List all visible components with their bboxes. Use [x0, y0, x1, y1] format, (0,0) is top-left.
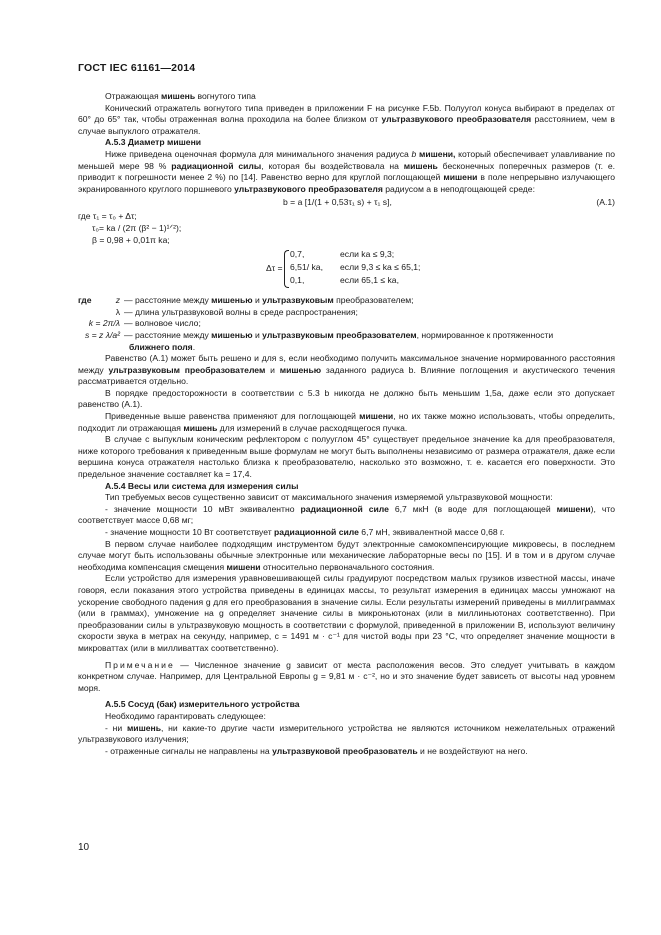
legend-row: λ — длина ультразвуковой волны в среде распространения;: [115, 306, 358, 317]
paragraph: Конический отражатель вогнутого типа приведен в приложении F на рисунке F.5b. Полуугол конуса выбирают в пределах от 60° до 65° так, чтобы отраженная волна проходила на более близком от ультразвукового преобразователя расстоянием, чем в случае выпуклого отражателя.: [78, 102, 615, 136]
bullet-item: - значение мощности 10 Вт соответствует радиационной силе 6,7 мН, эквивалентной массе 0,68 г.: [105, 527, 505, 537]
paragraph: Отражающая мишень вогнутого типа: [105, 91, 256, 101]
piecewise-lhs: Δτ =: [266, 263, 283, 274]
formula-number: (A.1): [596, 197, 615, 208]
bullet-item: - ни мишень, ни какие-то другие части измерительного устройства не являются источником нежелательных отражений ультразвукового излучения;: [78, 722, 615, 745]
paragraph: Если устройство для измерения уравновешивающей силы градуируют посредством малых грузиков известной массы, иначе говоря, если показания этого устройства приведены в единицах массы, то результат измерения в единицах массы умножают на ускорение свободного падения g для его преобразования в значение силы. Если результаты измерений приведены в миллиграммах (или в граммах), умножение на g определяет значение силы в микроньютонах (или в миллиньютонах соответственно). При преобразовании силы в ультразвуковую мощность в соответствии с формулой, приведенной в приложении В, используют величину скорости звука в метрах на секунду, например, c = 1491 м · с⁻¹ для чистой воды при 23 °С, что определяет значение мощности в микроваттах (или в милливаттах соответственно).: [78, 573, 615, 653]
formula-a1: [78, 195, 615, 211]
definition-line: где τ₁ = τ₀ + Δτ;: [78, 211, 137, 222]
brace-icon: [284, 250, 289, 288]
note: Примечание — Численное значение g зависит от места расположения весов. Это следует учитывать в каждом конкретном случае. Например, для Центральной Европы g = 9,81 м · с⁻², но и это значение будет зависеть от высоты над уровнем моря.: [78, 659, 615, 693]
page-number: 10: [78, 842, 90, 853]
legend-row: k = 2π/λ — волновое число;: [88, 318, 201, 329]
paragraph: В первом случае наиболее подходящим инструментом будут электронные самокомпенсирующие микровесы, в последнем случае могут быть использованы обычные электронные или механические лабораторные весы по [15]. И в том и в другом случае необходима компенсация смещения мишени относительно первоначального состояния.: [78, 538, 615, 572]
legend-row: s = z λ/a² — расстояние между мишенью и ультразвуковым преобразователем, нормированное к протяженности: [84, 329, 554, 340]
paragraph: Необходимо гарантировать следующее:: [105, 710, 266, 721]
formula-definitions: [78, 211, 615, 246]
symbol-legend: [78, 295, 615, 353]
paragraph: Приведенные выше равенства применяют для поглощающей мишени, но их также можно использовать, чтобы определить, подходит ли отражающая мишень для измерений в случае расходящегося пучка.: [78, 411, 615, 433]
piecewise-definition: [78, 249, 615, 289]
section-heading-a55: A.5.5 Сосуд (бак) измерительного устройства: [105, 699, 300, 710]
piecewise-row: 0,1, если 65,1 ≤ ka,: [290, 275, 399, 286]
paragraph: В порядке предосторожности в соответствии с 5.3 b никогда не должно быть меньшим 1,5a, даже если это допускает равенство (А.1).: [78, 387, 615, 410]
paragraph: В случае с выпуклым коническим рефлектором с полууглом 45° существует предельное значение ka для преобразователя, ниже которого требования к приведенным выше формулам не могут быть выполнены независимо от размера отражателя, даже если вершина конуса отражателя настолько близка к преобразователю, насколько это возможно, т. е. касается его поверхности. Это предельное значение составляет ka = 17,4.: [78, 434, 615, 480]
document-body: [78, 91, 615, 757]
paragraph: Равенство (А.1) может быть решено и для s, если необходимо получить максимальное значение нормированного расстояния между ультразвуковым преобразователем и мишенью заданного радиуса b. Влияние поглощения и акустического течения рассматривается отдельно.: [78, 353, 615, 387]
section-heading-a53: A.5.3 Диаметр мишени: [105, 137, 202, 148]
definition-line: τ₀= ka / (2π (β² − 1)¹ᐟ²);: [92, 222, 182, 233]
piecewise-row: 0,7, если ka ≤ 9,3;: [290, 249, 395, 260]
document-header: ГОСТ IEC 61161—2014: [78, 62, 196, 74]
definition-line: β = 0,98 + 0,01π ka;: [92, 234, 170, 245]
section-heading-a54: A.5.4 Весы или система для измерения силы: [105, 480, 299, 491]
bullet-item: - отраженные сигналы не направлены на ультразвуковой преобразователь и не воздействуют на него.: [105, 745, 528, 756]
formula-expression: b = a [1/(1 + 0,53τ₁ s) + τ₁ s],: [283, 197, 392, 208]
paragraph: Ниже приведена оценочная формула для минимального значения радиуса b мишени, который обеспечивает улавливание по меньшей мере 98 % радиационной силы, которая бы воздействовала на мишень бесконечных поперечных размеров (т. е. приводит к погрешности менее 2 %) по [14]. Равенство верно для круглой поглощающей мишени в поле непрерывно излучающего экранированного круглого поршневого ультразвукового преобразователя радиусом a в неподгощающей среде:: [78, 148, 615, 194]
piecewise-row: 6,51/ ka, если 9,3 ≤ ka ≤ 65,1;: [290, 262, 421, 273]
bullet-item: - значение мощности 10 мВт эквивалентно радиационной силе 6,7 мкН (в воде для поглощающей мишени), что соответствует массе 0,68 мг;: [78, 503, 615, 526]
legend-row-continuation: ближнего поля.: [129, 341, 196, 352]
legend-row: где z — расстояние между мишенью и ультразвуковым преобразователем;: [78, 295, 414, 306]
paragraph: Тип требуемых весов существенно зависит от максимального значения измеряемой ультразвуковой мощности:: [105, 492, 553, 503]
